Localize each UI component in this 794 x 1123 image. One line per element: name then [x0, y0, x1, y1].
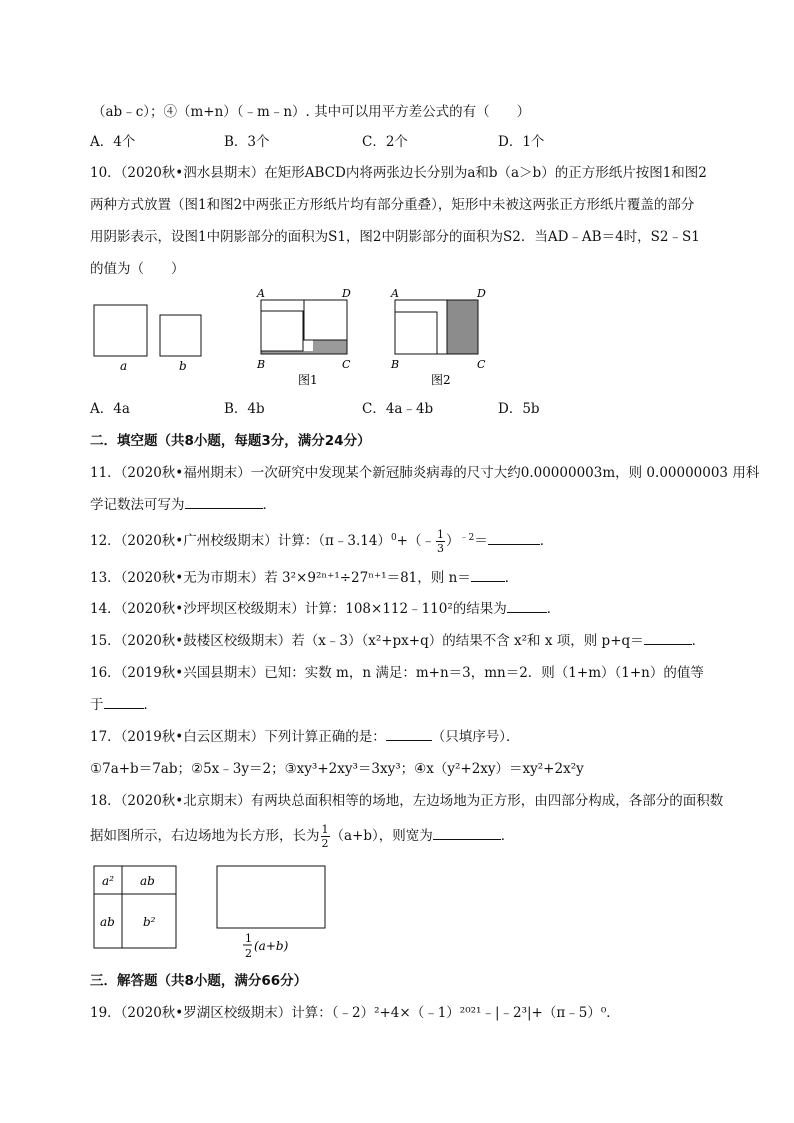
q14-text: 14．（2020秋•沙坪坝区校级期末）计算：108×112﹣110²的结果为 [90, 601, 507, 617]
q18-figure [90, 862, 340, 962]
q11-line-2: 学记数法可写为 ． [90, 497, 276, 513]
fig2-caption: 图2 [431, 373, 451, 387]
fig2-square-b [395, 312, 437, 354]
q18-line-2-mid: （a+b），则宽为 [330, 828, 433, 844]
q18-frac-num: 1 [321, 823, 329, 836]
q12-frac-den: 3 [436, 542, 444, 555]
q12: 12．（2020秋•广州校级期末）计算：（π﹣3.14）$^0$+（﹣ $\frac{1}{3}$ ）$^{﹣2}$＝ ． [90, 528, 554, 555]
q10-line-1: 10．（2020秋•泗水县期末）在矩形ABCD内将两张边长分别为a和b（a＞b）的正方形纸片按图1和图2 [90, 165, 707, 181]
q10-figure [85, 282, 505, 390]
q14: 14．（2020秋•沙坪坝区校级期末）计算：108×112﹣110²的结果为 ． [90, 601, 561, 617]
fig1-vertex-c: C [342, 358, 351, 371]
q12-mid: +（﹣ [396, 533, 435, 549]
q11-line-2-text: 学记数法可写为 [90, 497, 185, 513]
q10-line-3: 用阴影表示，设图1中阴影部分的面积为S1，图2中阴影部分的面积为S2．当AD﹣AB＝4时，S2﹣S1 [90, 229, 700, 245]
q18-line-2: 据如图所示，右边场地为长方形，长为 $\frac{1}{2}$ （a+b），则宽为 ． [90, 823, 515, 850]
q11-answer-blank[interactable] [185, 496, 263, 509]
fig2-vertex-d: D [477, 287, 486, 300]
fig2-vertex-b: B [391, 358, 400, 371]
q18-fraction [321, 823, 330, 850]
q18-len-tail: (a+b) [254, 939, 289, 953]
label-b: b [179, 359, 187, 373]
q12-eq: ＝ [474, 533, 488, 549]
q9-option-c: C．2个 [362, 134, 408, 150]
q18-line-1: 18．（2020秋•北京期末）有两块总面积相等的场地，左边场地为正方形，由四部分构成，各部分的面积数 [90, 793, 724, 809]
fig1-caption: 图1 [298, 373, 318, 387]
q16-line-2: 于 ． [90, 697, 157, 713]
q13-text: 13．（2020秋•无为市期末）若 3²×9²ⁿ⁺¹÷27ⁿ⁺¹＝81，则 n＝ [90, 570, 471, 586]
q10-option-b: B．4b [224, 401, 265, 417]
q18-answer-blank[interactable] [433, 827, 501, 840]
q15-text: 15．（2020秋•鼓楼区校级期末）若（x﹣3）（x²+px+q）的结果不含 x²和 x 项，则 p+q＝ [90, 633, 644, 649]
fig2-vertex-c: C [477, 358, 486, 371]
q10-option-c: C．4a﹣4b [362, 401, 434, 417]
fig1-vertex-a: A [257, 287, 265, 300]
section-3-title: 三．解答题（共8小题，满分66分） [90, 973, 308, 989]
q16-line-2-text: 于 [90, 697, 104, 713]
q18-frac-den: 2 [321, 837, 329, 850]
q12-fraction [436, 528, 445, 555]
q18-rectangle [217, 866, 325, 928]
q17-answer-blank[interactable] [386, 728, 432, 741]
fig2-vertex-a: A [391, 287, 399, 300]
q18-len-num: 1 [245, 932, 252, 945]
label-a: a [120, 359, 128, 373]
q10-line-2: 两种方式放置（图1和图2中两张正方形纸片均有部分重叠），矩形中未被这两张正方形纸片覆盖的部分 [90, 197, 695, 213]
q13-answer-blank[interactable] [471, 569, 505, 582]
q19: 19．（2020秋•罗湖区校级期末）计算：（﹣2）²+4×（﹣1）²⁰²¹﹣|﹣2³|+（π﹣5）⁰． [90, 1005, 620, 1021]
q17-line-1 [90, 728, 520, 746]
q18-cell-ab-top: ab [140, 874, 155, 888]
q9-option-d: D．1个 [498, 134, 545, 150]
q16-answer-blank[interactable] [104, 696, 144, 709]
square-b [160, 315, 201, 356]
fig1-vertex-d: D [342, 287, 351, 300]
q9-option-a: A．4个 [90, 134, 136, 150]
fig2-shaded [447, 300, 478, 354]
q10-option-d: D．5b [498, 401, 540, 417]
q14-answer-blank[interactable] [507, 600, 547, 613]
q17-line-1-text: 17．（2019秋•白云区期末）下列计算正确的是： [90, 729, 386, 745]
q17-line-1-tail: （只填序号）． [431, 729, 520, 745]
fig2-square-a [395, 300, 447, 354]
q9-option-b: B．3个 [224, 134, 270, 150]
q12-tail: ） [445, 533, 460, 549]
q12-exp-2: ﹣2 [459, 533, 475, 543]
q11-line-1: 11．（2020秋•福州期末）一次研究中发现某个新冠肺炎病毒的尺寸大约0.00000003m，则 0.00000003 用科 [90, 465, 760, 481]
q10-option-a: A．4a [90, 401, 130, 417]
fig1-square-a [304, 300, 347, 340]
q10-line-4: 的值为（ ） [90, 261, 185, 277]
q18-cell-a2: a² [102, 874, 114, 888]
q15: 15．（2020秋•鼓楼区校级期末）若（x﹣3）（x²+px+q）的结果不含 x²和 x 项，则 p+q＝ ． [90, 633, 706, 649]
fig1-square-b [261, 311, 303, 351]
q9-stem-tail: （ab﹣c）；④（m+n）（﹣m﹣n）. 其中可以用平方差公式的有（ ） [92, 104, 531, 120]
q18-cell-ab-left: ab [100, 915, 115, 929]
q12-exp-1: 0 [390, 533, 397, 543]
q12-frac-num: 1 [436, 528, 444, 541]
q18-len-den: 2 [245, 947, 252, 960]
q12-text: 12．（2020秋•广州校级期末）计算：（π﹣3.14） [90, 533, 391, 549]
q13: 13．（2020秋•无为市期末）若 3²×9²ⁿ⁺¹÷27ⁿ⁺¹＝81，则 n＝ ． [90, 570, 519, 586]
q12-answer-blank[interactable] [488, 532, 540, 545]
section-2-title: 二．填空题（共8小题，每题3分，满分24分） [90, 433, 371, 449]
fig1-vertex-b: B [257, 358, 266, 371]
q15-answer-blank[interactable] [644, 632, 692, 645]
square-a [94, 305, 147, 356]
q18-cell-b2: b² [143, 915, 156, 929]
q17-line-2: ①7a+b＝7ab；②5x﹣3y＝2；③xy³+2xy³＝3xy³；④x（y²+2xy）＝xy²+2x²y [90, 761, 584, 777]
q18-line-2-pre: 据如图所示，右边场地为长方形，长为 [90, 828, 320, 844]
q16-line-1: 16．（2019秋•兴国县期末）已知：实数 m，n 满足：m+n＝3，mn＝2．则（1+m）（1+n）的值等 [90, 665, 704, 681]
